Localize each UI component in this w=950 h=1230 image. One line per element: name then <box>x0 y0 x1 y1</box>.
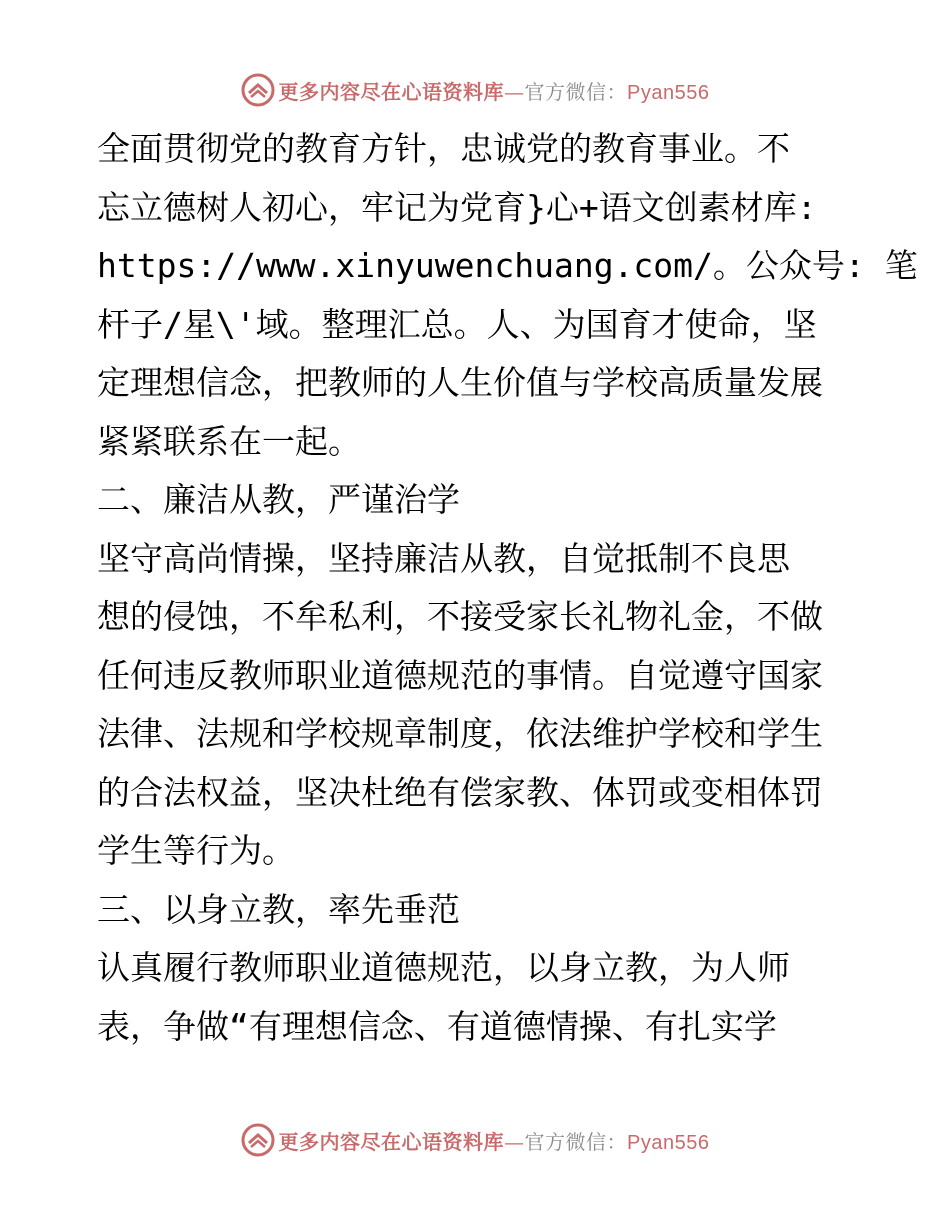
wechat-label: 官方微信： <box>524 1129 628 1154</box>
section-heading <box>97 471 857 530</box>
text-line: 学生等行为。 <box>97 831 295 870</box>
paragraph <box>97 530 857 881</box>
footer-watermark <box>0 1122 950 1158</box>
document-body <box>97 120 918 1056</box>
header-watermark <box>0 72 950 108</box>
text-line: 法律、法规和学校规章制度，依法维护学校和学生 <box>97 714 823 753</box>
text-line: 认真履行教师职业道德规范，以身立教，为人师 <box>97 948 790 987</box>
text-line: 定理想信念，把教师的人生价值与学校高质量发展 <box>97 363 823 402</box>
heading-text: 二、廉洁从教，严谨治学 <box>97 480 460 519</box>
text-line: https://www.xinyuwenchuang.com/。公众号: 笔 <box>97 246 918 285</box>
text-line: 忘立德树人初心，牢记为党育}心+语文创素材库: <box>97 187 817 227</box>
text-line: 坚守高尚情操，坚持廉洁从教，自觉抵制不良思 <box>97 538 790 578</box>
text-line: 杆子/星\'域。整理汇总。人、为国育才使命，坚 <box>97 304 817 344</box>
watermark-text: 更多内容尽在心语资料库 <box>278 1129 505 1154</box>
text-line: 紧紧联系在一起。 <box>97 421 361 461</box>
text-line: 表，争做“有理想信念、有道德情操、有扎实学 <box>97 1006 777 1046</box>
book-logo-icon <box>241 1123 275 1157</box>
wechat-label: 官方微信： <box>524 79 628 104</box>
heading-text: 三、以身立教，率先垂范 <box>97 889 460 929</box>
wechat-id: Pyan556 <box>627 81 710 104</box>
paragraph <box>97 120 918 471</box>
text-line: 全面贯彻党的教育方针，忠诚党的教育事业。不 <box>97 129 790 168</box>
watermark-separator: — <box>504 1129 525 1154</box>
text-line: 任何违反教师职业道德规范的事情。自觉遵守国家 <box>97 655 823 695</box>
watermark-text: 更多内容尽在心语资料库 <box>278 79 505 104</box>
section-heading <box>97 881 857 940</box>
paragraph <box>97 939 857 1056</box>
book-logo-icon <box>241 73 275 107</box>
text-line: 想的侵蚀，不牟私利，不接受家长礼物礼金，不做 <box>97 597 823 636</box>
wechat-id: Pyan556 <box>627 1131 710 1154</box>
watermark-separator: — <box>504 79 525 104</box>
text-line: 的合法权益，坚决杜绝有偿家教、体罚或变相体罚 <box>97 772 823 812</box>
